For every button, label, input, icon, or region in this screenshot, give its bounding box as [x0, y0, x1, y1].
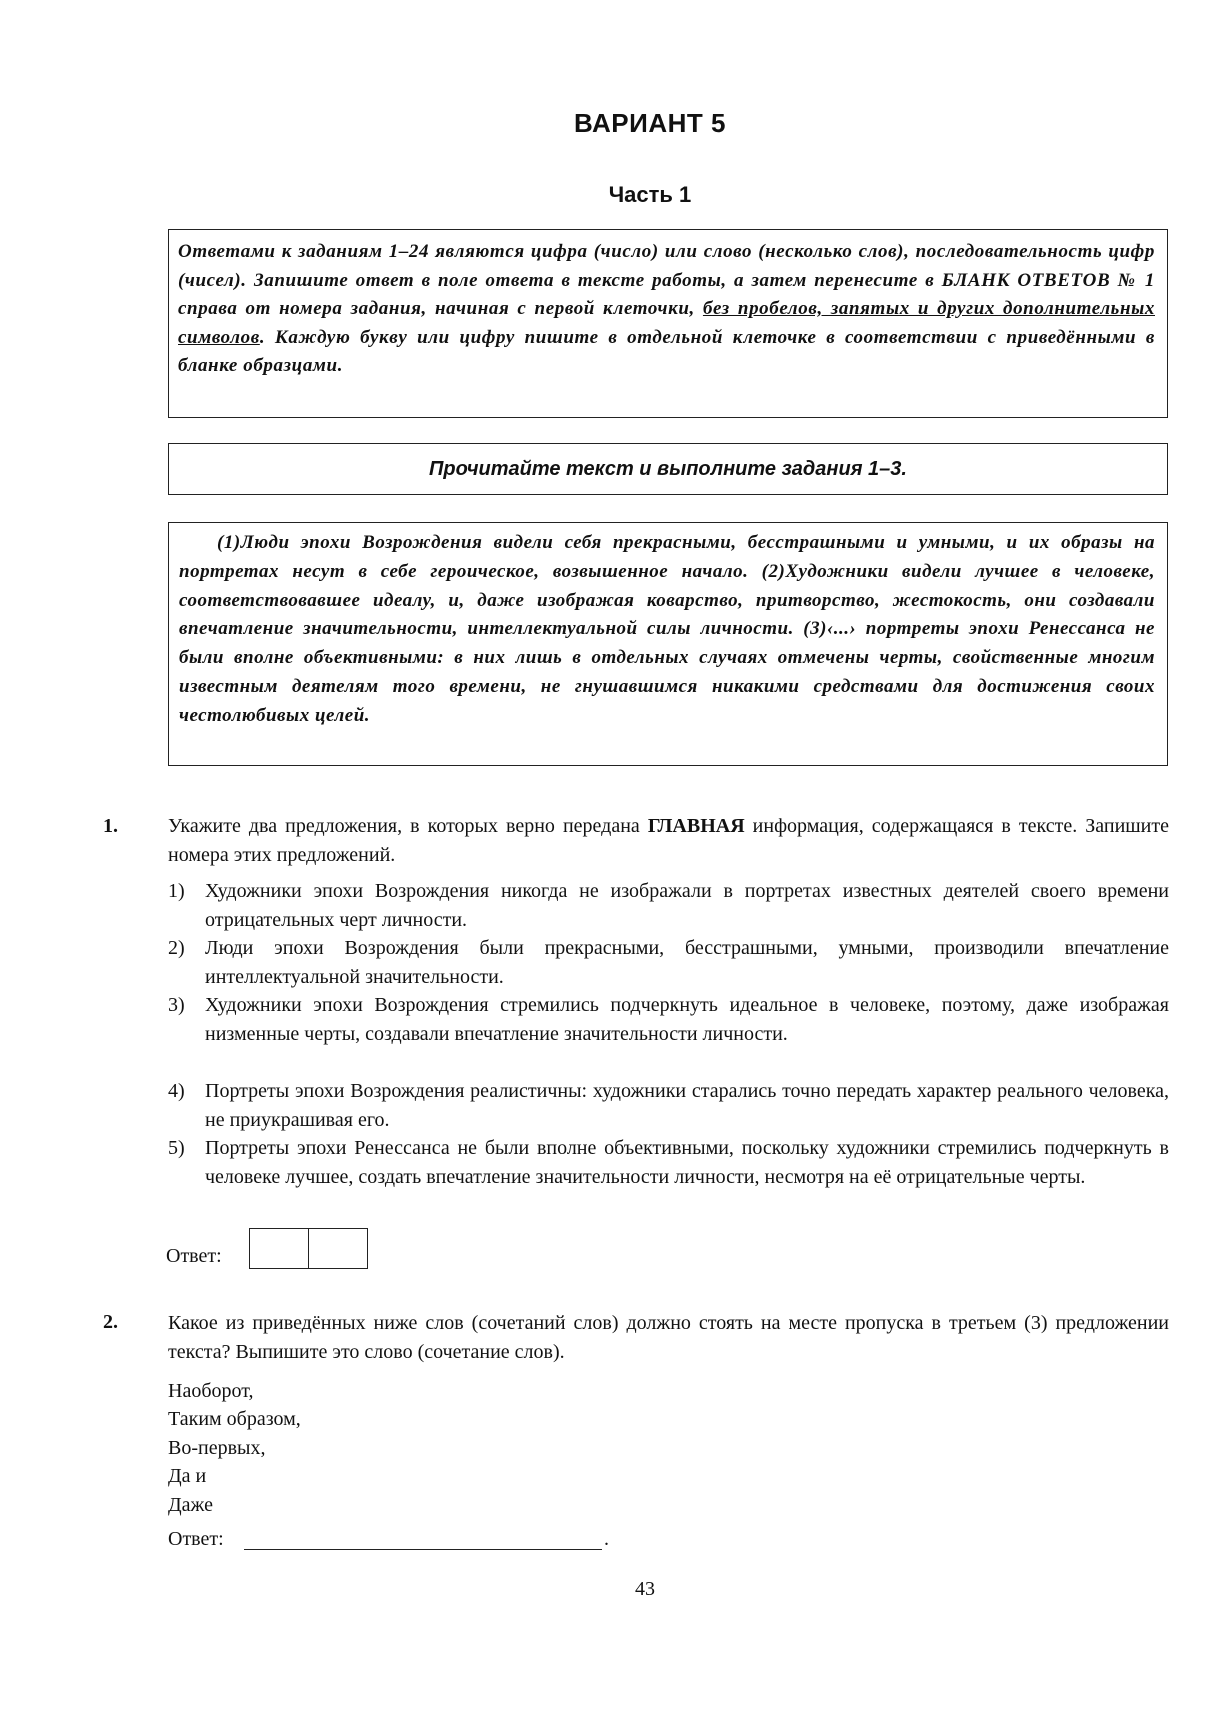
word-option: Да и	[168, 1465, 207, 1487]
word-option: Даже	[168, 1494, 213, 1516]
instructions-text: Ответами к заданиям 1–24 являются цифра (число) или слово (несколько слов), последовательность цифр (чисел). Запишите ответ в поле ответа в тексте работы, а затем перенесите в БЛАНК ОТВЕТОВ № 1 справа от номера задания, начиная с первой клеточки,	[178, 241, 1155, 319]
task-question-text-end: информация, содержащаяся в тексте. Запишите номера этих предложений.	[168, 815, 1169, 866]
page-title: ВАРИАНТ 5	[574, 108, 726, 138]
option-item	[168, 1134, 1169, 1191]
page-number: 43	[635, 1578, 655, 1600]
task-question	[168, 812, 1169, 870]
answer-cell[interactable]	[250, 1229, 308, 1268]
instructions-underlined: без пробелов, запятых и других дополнительных символов	[178, 298, 1155, 348]
task-number: 1.	[103, 815, 118, 837]
answer-label: Ответ:	[168, 1528, 224, 1550]
word-option: Наоборот,	[168, 1380, 254, 1402]
option-item	[168, 877, 1169, 934]
task-number: 2.	[103, 1311, 118, 1333]
reading-header-box	[168, 443, 1168, 495]
reading-text-box	[168, 522, 1168, 766]
option-item	[168, 991, 1169, 1048]
option-number: 1)	[168, 880, 185, 902]
word-option: Таким образом,	[168, 1408, 301, 1430]
answer-line[interactable]	[244, 1548, 602, 1550]
option-text: Люди эпохи Возрождения были прекрасными, бесстрашными, умными, производили впечатление интеллектуальной значительности.	[205, 937, 1169, 988]
task-question-emphasis: ГЛАВНАЯ	[647, 815, 745, 837]
word-option: Во-первых,	[168, 1437, 266, 1459]
task-question-text: Укажите два предложения, в которых верно передана	[168, 815, 648, 837]
answer-cell[interactable]	[308, 1229, 367, 1268]
answer-cells[interactable]	[249, 1228, 368, 1269]
option-text: Художники эпохи Возрождения стремились подчеркнуть идеальное в человеке, поэтому, даже изображая низменные черты, создавали впечатление значительности личности.	[205, 994, 1169, 1045]
option-text: Художники эпохи Возрождения никогда не изображали в портретах известных деятелей своего времени отрицательных черт личности.	[205, 880, 1169, 931]
option-number: 5)	[168, 1137, 185, 1159]
option-text: Портреты эпохи Ренессанса не были вполне объективными, поскольку художники стремились подчеркнуть в человеке лучшее, создать впечатление значительности личности, несмотря на её отрицательные черты.	[205, 1137, 1169, 1188]
reading-text: (1)Люди эпохи Возрождения видели себя прекрасными, бесстрашными и умными, и их образы на портретах несут в себе героическое, возвышенное начало. (2)Художники видели лучшее в человеке, соответствовавшее идеалу, и, даже изображая коварство, притворство, жестокость, они создавали впечатление значительности, интеллектуальной силы личности. (3)‹...› портреты эпохи Ренессанса не были вполне объективными: в них лишь в отдельных случаях отмечены черты, свойственные многим известным деятелям того времени, не гнушавшимся никакими средствами для достижения своих честолюбивых целей.	[179, 532, 1155, 726]
reading-header: Прочитайте текст и выполните задания 1–3.	[429, 457, 907, 480]
option-number: 2)	[168, 937, 185, 959]
instructions-text-end: . Каждую букву или цифру пишите в отдельной клеточке в соответствии с приведёнными в бланке образцами.	[178, 326, 1155, 376]
instructions-box	[168, 229, 1168, 418]
option-number: 4)	[168, 1080, 185, 1102]
answer-label: Ответ:	[166, 1245, 222, 1267]
part-heading: Часть 1	[608, 182, 692, 207]
option-text: Портреты эпохи Возрождения реалистичны: художники старались точно передать характер реального человека, не приукрашивая его.	[205, 1080, 1169, 1131]
option-item	[168, 934, 1169, 991]
answer-line-end: .	[604, 1528, 609, 1550]
option-number: 3)	[168, 994, 185, 1016]
task-question: Какое из приведённых ниже слов (сочетаний слов) должно стоять на месте пропуска в третьем (3) предложении текста? Выпишите это слово (сочетание слов).	[168, 1312, 1169, 1363]
option-item	[168, 1077, 1169, 1134]
